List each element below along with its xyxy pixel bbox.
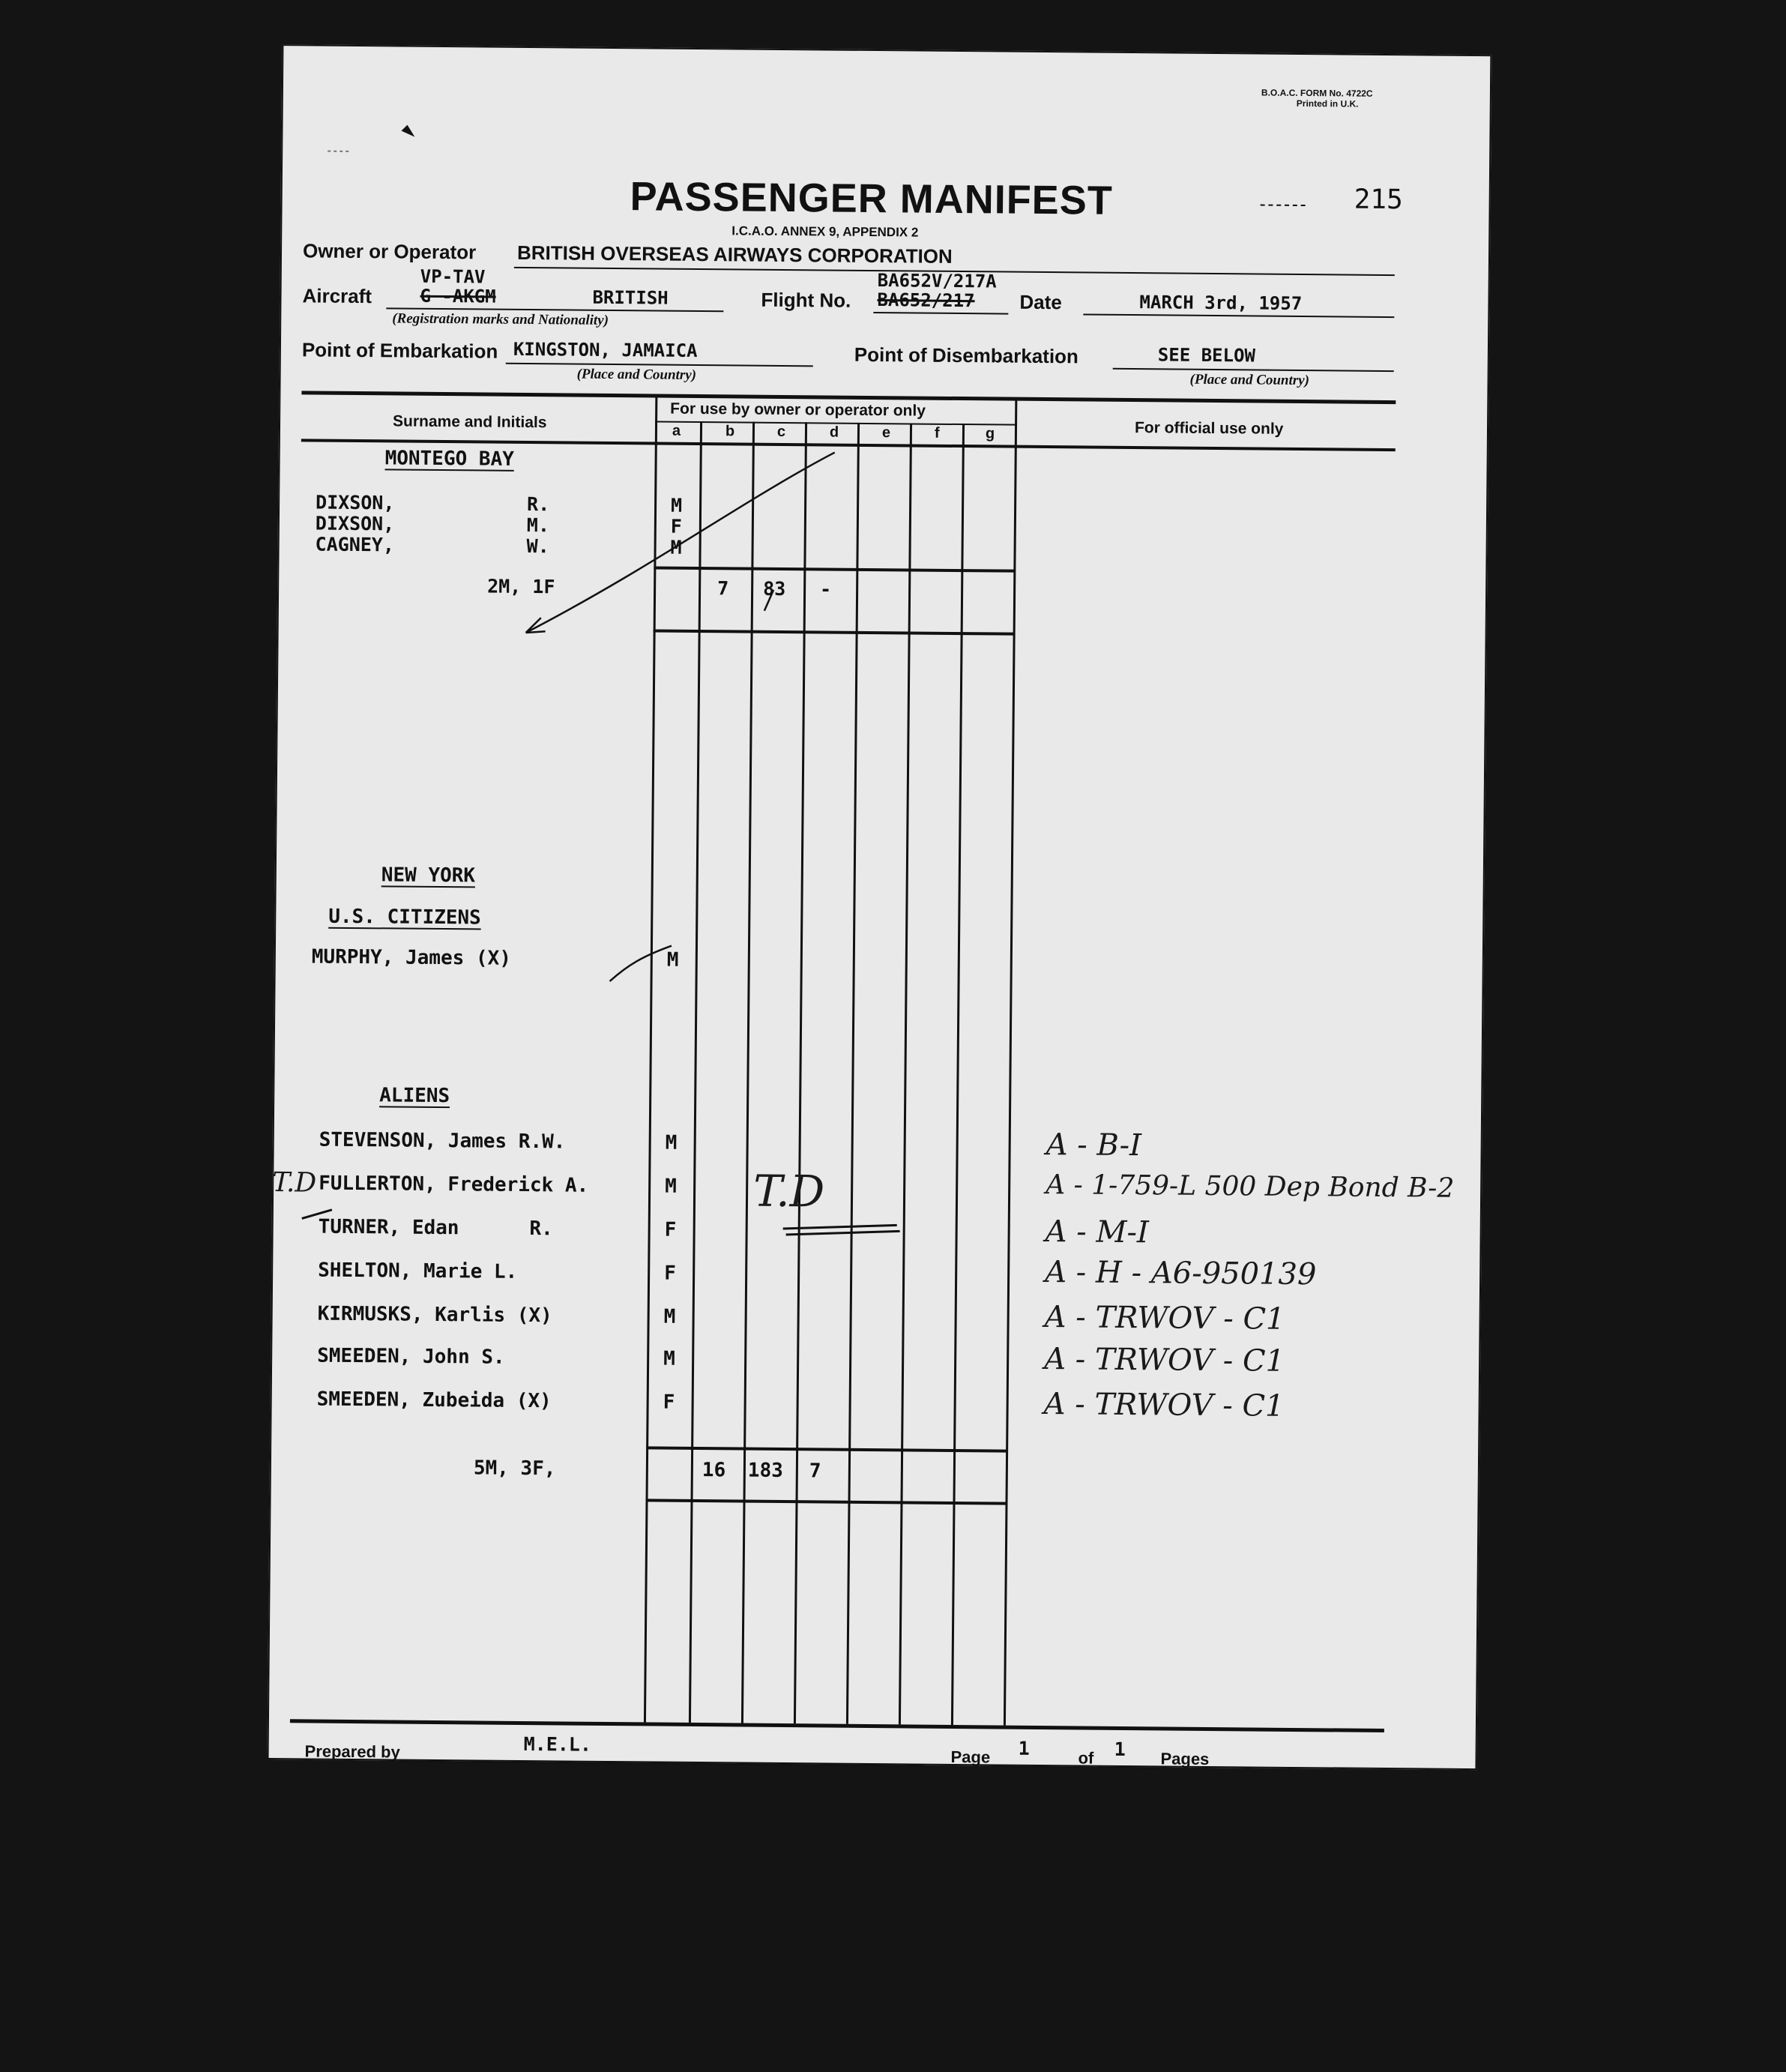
passenger-name: FULLERTON, Frederick A.	[319, 1172, 588, 1197]
embark-caption: (Place and Country)	[577, 367, 697, 384]
prepared-by-value: M.E.L.	[524, 1733, 592, 1756]
document-subtitle: I.C.A.O. ANNEX 9, APPENDIX 2	[731, 223, 918, 240]
document-title: PASSENGER MANIFEST	[630, 173, 1113, 224]
col-owner-header: For use by owner or operator only	[670, 400, 926, 421]
corner-ink-mark	[401, 125, 414, 137]
flight-corrected: BA652V/217A	[878, 270, 997, 292]
passenger-sex: F	[665, 1219, 677, 1241]
prepared-by-line	[399, 1761, 924, 1767]
owner-value: BRITISH OVERSEAS AIRWAYS CORPORATION	[517, 241, 953, 268]
official-note: A - TRWOV - C1	[1044, 1342, 1285, 1379]
passenger-name: SHELTON, Marie L.	[318, 1259, 517, 1283]
passenger-initial: R.	[527, 493, 549, 515]
page-line	[994, 1765, 1076, 1768]
date-value: MARCH 3rd, 1957	[1139, 292, 1302, 314]
montego-total-label: 2M, 1F	[487, 576, 555, 598]
official-note: A - B-I	[1046, 1127, 1141, 1163]
official-note: A - M-I	[1045, 1214, 1149, 1250]
prepared-by-label: Prepared by	[304, 1741, 399, 1762]
murphy-check-stroke	[610, 945, 672, 982]
serial-number: 215	[1354, 184, 1403, 216]
aircraft-corrected-reg: VP-TAV	[420, 266, 486, 288]
date-line	[1083, 313, 1394, 318]
aircraft-value: G -AKGM	[420, 286, 495, 307]
section-montego-heading: MONTEGO BAY	[385, 447, 514, 471]
passenger-sex: F	[663, 1391, 675, 1414]
col-line-b-left	[689, 421, 702, 1723]
aliens-total-label: 5M, 3F,	[474, 1457, 556, 1480]
section-aliens-heading: ALIENS	[379, 1084, 450, 1107]
aliens-total-b: 16	[702, 1459, 726, 1481]
flight-value: BA652/217	[877, 289, 974, 311]
passenger-sex: M	[663, 1348, 675, 1370]
total-pages: 1	[1114, 1738, 1126, 1760]
subcol-d: d	[830, 424, 839, 442]
embark-label: Point of Embarkation	[302, 338, 498, 363]
subcol-a: a	[672, 423, 681, 440]
passenger-name: KIRMUSKS, Karlis (X)	[318, 1303, 552, 1328]
disembark-value: SEE BELOW	[1158, 344, 1255, 366]
official-note: A - TRWOV - C1	[1043, 1387, 1284, 1424]
passenger-sex: M	[664, 1306, 676, 1328]
passenger-sex: M	[665, 1175, 677, 1198]
col-line-d-left	[794, 422, 807, 1723]
col-line-e-left	[846, 423, 860, 1724]
pages-label: Pages	[1160, 1749, 1209, 1769]
montego-check-arrow	[526, 618, 546, 633]
passenger-sex: F	[664, 1262, 676, 1285]
handwritten-td-mark: T.D	[753, 1166, 825, 1217]
col-line-g-left	[951, 424, 965, 1725]
pages-line	[1097, 1767, 1157, 1769]
passenger-name: TURNER, Edan R.	[319, 1216, 553, 1241]
passenger-surname: CAGNEY,	[316, 534, 395, 556]
aliens-total-d: 7	[809, 1460, 821, 1482]
page-label: Page	[950, 1747, 990, 1767]
passenger-surname: DIXSON,	[316, 492, 395, 514]
aliens-total-c: 183	[748, 1460, 783, 1482]
col-line-g-right	[1004, 399, 1017, 1726]
official-note: A - TRWOV - C1	[1044, 1300, 1285, 1337]
subcol-f: f	[935, 425, 940, 442]
passenger-initial: W.	[526, 535, 549, 557]
passenger-name: MURPHY, James (X)	[312, 946, 511, 970]
page-number: 1	[1019, 1738, 1030, 1759]
passenger-sex: M	[666, 1132, 678, 1154]
passenger-sex: M	[671, 495, 682, 517]
of-label: of	[1078, 1748, 1093, 1768]
serial-dash	[1261, 205, 1306, 207]
section-newyork-heading: NEW YORK	[381, 864, 475, 887]
flight-label: Flight No.	[761, 289, 851, 313]
passenger-surname: DIXSON,	[316, 513, 395, 535]
td-mark-underline	[783, 1224, 900, 1235]
footer-rule	[290, 1719, 1384, 1732]
col-surname-header: Surname and Initials	[393, 412, 547, 432]
montego-total-d: -	[820, 578, 831, 600]
manifest-sheet	[267, 44, 1491, 1770]
owner-label: Owner or Operator	[303, 239, 476, 264]
passenger-name: SMEEDEN, John S.	[317, 1345, 505, 1369]
aircraft-caption: (Registration marks and Nationality)	[392, 310, 609, 329]
passenger-sex: M	[670, 537, 681, 558]
form-number: B.O.A.C. FORM No. 4722C	[1261, 88, 1373, 99]
official-note: A - 1-759-L 500 Dep Bond B-2	[1046, 1169, 1454, 1204]
official-note: A - H - A6-950139	[1045, 1255, 1317, 1292]
aircraft-nationality: BRITISH	[592, 287, 668, 309]
montego-total-c: 83	[763, 578, 785, 600]
subcol-g: g	[986, 425, 995, 442]
passenger-name: STEVENSON, James R.W.	[319, 1129, 566, 1154]
section-uscitizens-heading: U.S. CITIZENS	[328, 906, 481, 930]
col-line-a-left	[644, 395, 657, 1722]
montego-total-b: 7	[717, 577, 728, 599]
disembark-line	[1113, 368, 1394, 372]
passenger-sex: F	[671, 516, 682, 537]
printed-note: Printed in U.K.	[1297, 98, 1359, 109]
disembark-label: Point of Disembarkation	[854, 343, 1078, 369]
subcol-e: e	[882, 424, 890, 442]
subcol-b: b	[725, 423, 734, 440]
disembark-caption: (Place and Country)	[1189, 372, 1309, 389]
embark-line	[506, 363, 813, 367]
passenger-sex: M	[667, 949, 679, 972]
flight-line	[873, 312, 1008, 315]
aircraft-label: Aircraft	[302, 284, 372, 308]
passenger-initial: M.	[527, 514, 549, 536]
subcol-c: c	[777, 424, 785, 441]
col-line-c-left	[741, 422, 755, 1723]
passenger-name: SMEEDEN, Zubeida (X)	[317, 1388, 552, 1413]
col-official-header: For official use only	[1135, 419, 1284, 439]
embark-value: KINGSTON, JAMAICA	[513, 339, 698, 361]
handwritten-td-margin-mark: T.D	[272, 1167, 316, 1199]
col-line-f-left	[899, 423, 912, 1724]
date-label: Date	[1019, 291, 1062, 314]
